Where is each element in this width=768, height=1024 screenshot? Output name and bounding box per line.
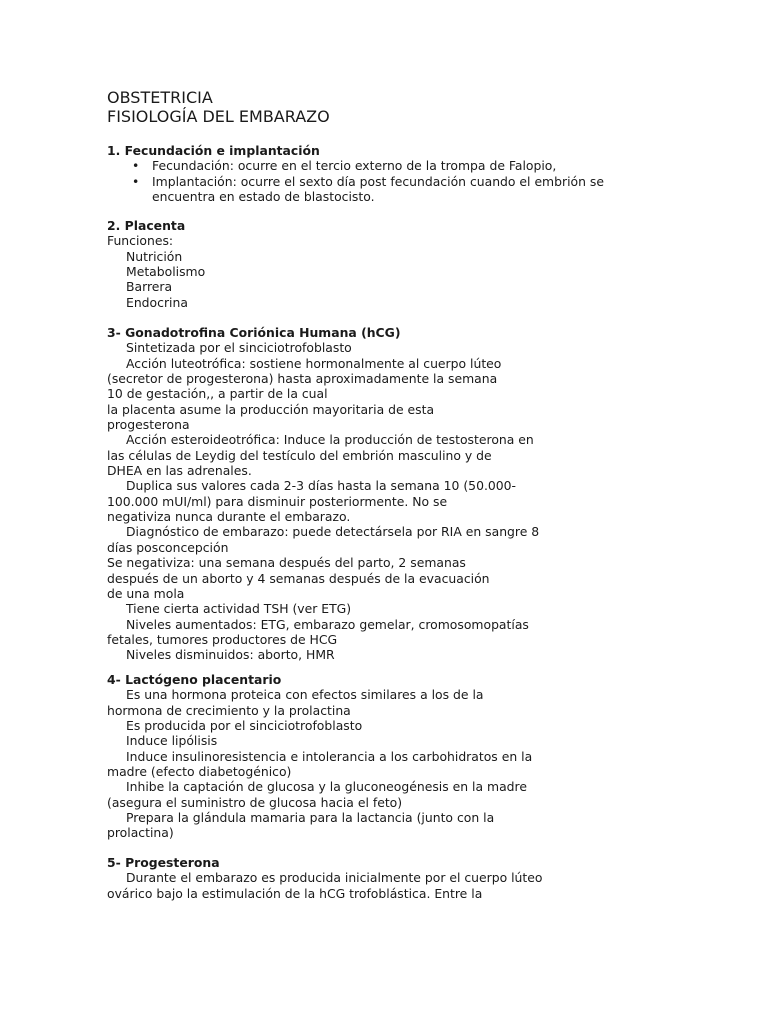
document-subtitle: FISIOLOGÍA DEL EMBARAZO: [107, 106, 330, 126]
paragraph-line: Inhibe la captación de glucosa y la gluconeogénesis en la madre: [126, 779, 527, 795]
paragraph-line: Endocrina: [126, 294, 188, 310]
paragraph-line: madre (efecto diabetogénico): [107, 764, 292, 780]
paragraph-line: Tiene cierta actividad TSH (ver ETG): [126, 601, 352, 617]
bullet-list: [107, 158, 667, 204]
paragraph-line: Es una hormona proteica con efectos similares a los de la: [126, 687, 484, 703]
document-title: OBSTETRICIA: [107, 88, 213, 107]
paragraph-line: Induce lipólisis: [126, 733, 218, 749]
bullet-icon: •: [132, 158, 140, 174]
paragraph-line: 100.000 mUI/ml) para disminuir posteriormente. No se: [107, 493, 448, 509]
paragraph-line: DHEA en las adrenales.: [107, 463, 252, 479]
paragraph-line: progesterona: [107, 417, 190, 433]
paragraph-line: Barrera: [126, 279, 173, 295]
section-progesterona: [107, 855, 667, 901]
paragraph-line: Niveles disminuidos: aborto, HMR: [126, 647, 335, 663]
section-heading: 4- Lactógeno placentario: [107, 672, 282, 687]
paragraph-line: (secretor de progesterona) hasta aproximadamente la semana: [107, 371, 498, 387]
paragraph-line: Se negativiza: una semana después del parto, 2 semanas: [107, 555, 466, 571]
title-block: [107, 89, 667, 126]
paragraph-line: Acción luteotrófica: sostiene hormonalmente al cuerpo lúteo: [126, 355, 502, 371]
list-item: [107, 158, 667, 173]
list-item: [107, 174, 667, 205]
paragraph-line: Diagnóstico de embarazo: puede detectársela por RIA en sangre 8: [126, 524, 540, 540]
paragraph-line: Es producida por el sinciciotrofoblasto: [126, 718, 363, 734]
list-item-text: Fecundación: ocurre en el tercio externo de la trompa de Falopio,: [152, 158, 557, 174]
paragraph-line: Nutrición: [126, 248, 183, 264]
section-lactogeno: [107, 672, 667, 841]
section-hcg: [107, 325, 667, 663]
paragraph-line: Duplica sus valores cada 2-3 días hasta la semana 10 (50.000-: [126, 478, 517, 494]
paragraph-line: ovárico bajo la estimulación de la hCG trofoblástica. Entre la: [107, 885, 483, 901]
section-fecundacion: [107, 143, 667, 204]
section-heading: 2. Placenta: [107, 218, 186, 233]
paragraph-line: negativiza nunca durante el embarazo.: [107, 509, 351, 525]
section-heading: 3- Gonadotrofina Coriónica Humana (hCG): [107, 325, 401, 340]
bullet-icon: •: [132, 173, 140, 189]
paragraph-line: después de un aborto y 4 semanas después de la evacuación: [107, 570, 490, 586]
paragraph-line: Metabolismo: [126, 264, 206, 280]
section-heading: 5- Progesterona: [107, 855, 220, 870]
paragraph-line: Sintetizada por el sinciciotrofoblasto: [126, 340, 352, 356]
section-heading: 1. Fecundación e implantación: [107, 143, 320, 158]
paragraph-line: las células de Leydig del testículo del embrión masculino y de: [107, 447, 492, 463]
paragraph-line: 10 de gestación,, a partir de la cual: [107, 386, 328, 402]
paragraph-line: Durante el embarazo es producida inicialmente por el cuerpo lúteo: [126, 870, 543, 886]
paragraph-line: hormona de crecimiento y la prolactina: [107, 702, 351, 718]
paragraph-line: la placenta asume la producción mayoritaria de esta: [107, 401, 435, 417]
paragraph-line: Acción esteroideotrófica: Induce la producción de testosterona en: [126, 432, 534, 448]
list-item-text-continued: encuentra en estado de blastocisto.: [152, 189, 375, 205]
paragraph-line: Prepara la glándula mamaria para la lactancia (junto con la: [126, 810, 495, 826]
paragraph-line: prolactina): [107, 825, 174, 841]
paragraph-line: Niveles aumentados: ETG, embarazo gemelar, cromosomopatías: [126, 616, 529, 632]
paragraph-line: Induce insulinoresistencia e intolerancia a los carbohidratos en la: [126, 748, 533, 764]
paragraph-line: días posconcepción: [107, 539, 229, 555]
section-placenta: [107, 218, 667, 310]
paragraph-line: fetales, tumores productores de HCG: [107, 631, 338, 647]
list-item-text: Implantación: ocurre el sexto día post fecundación cuando el embrión se: [152, 173, 604, 189]
paragraph-line: (asegura el suministro de glucosa hacia el feto): [107, 794, 403, 810]
paragraph-line: Funciones:: [107, 233, 174, 249]
paragraph-line: de una mola: [107, 585, 185, 601]
